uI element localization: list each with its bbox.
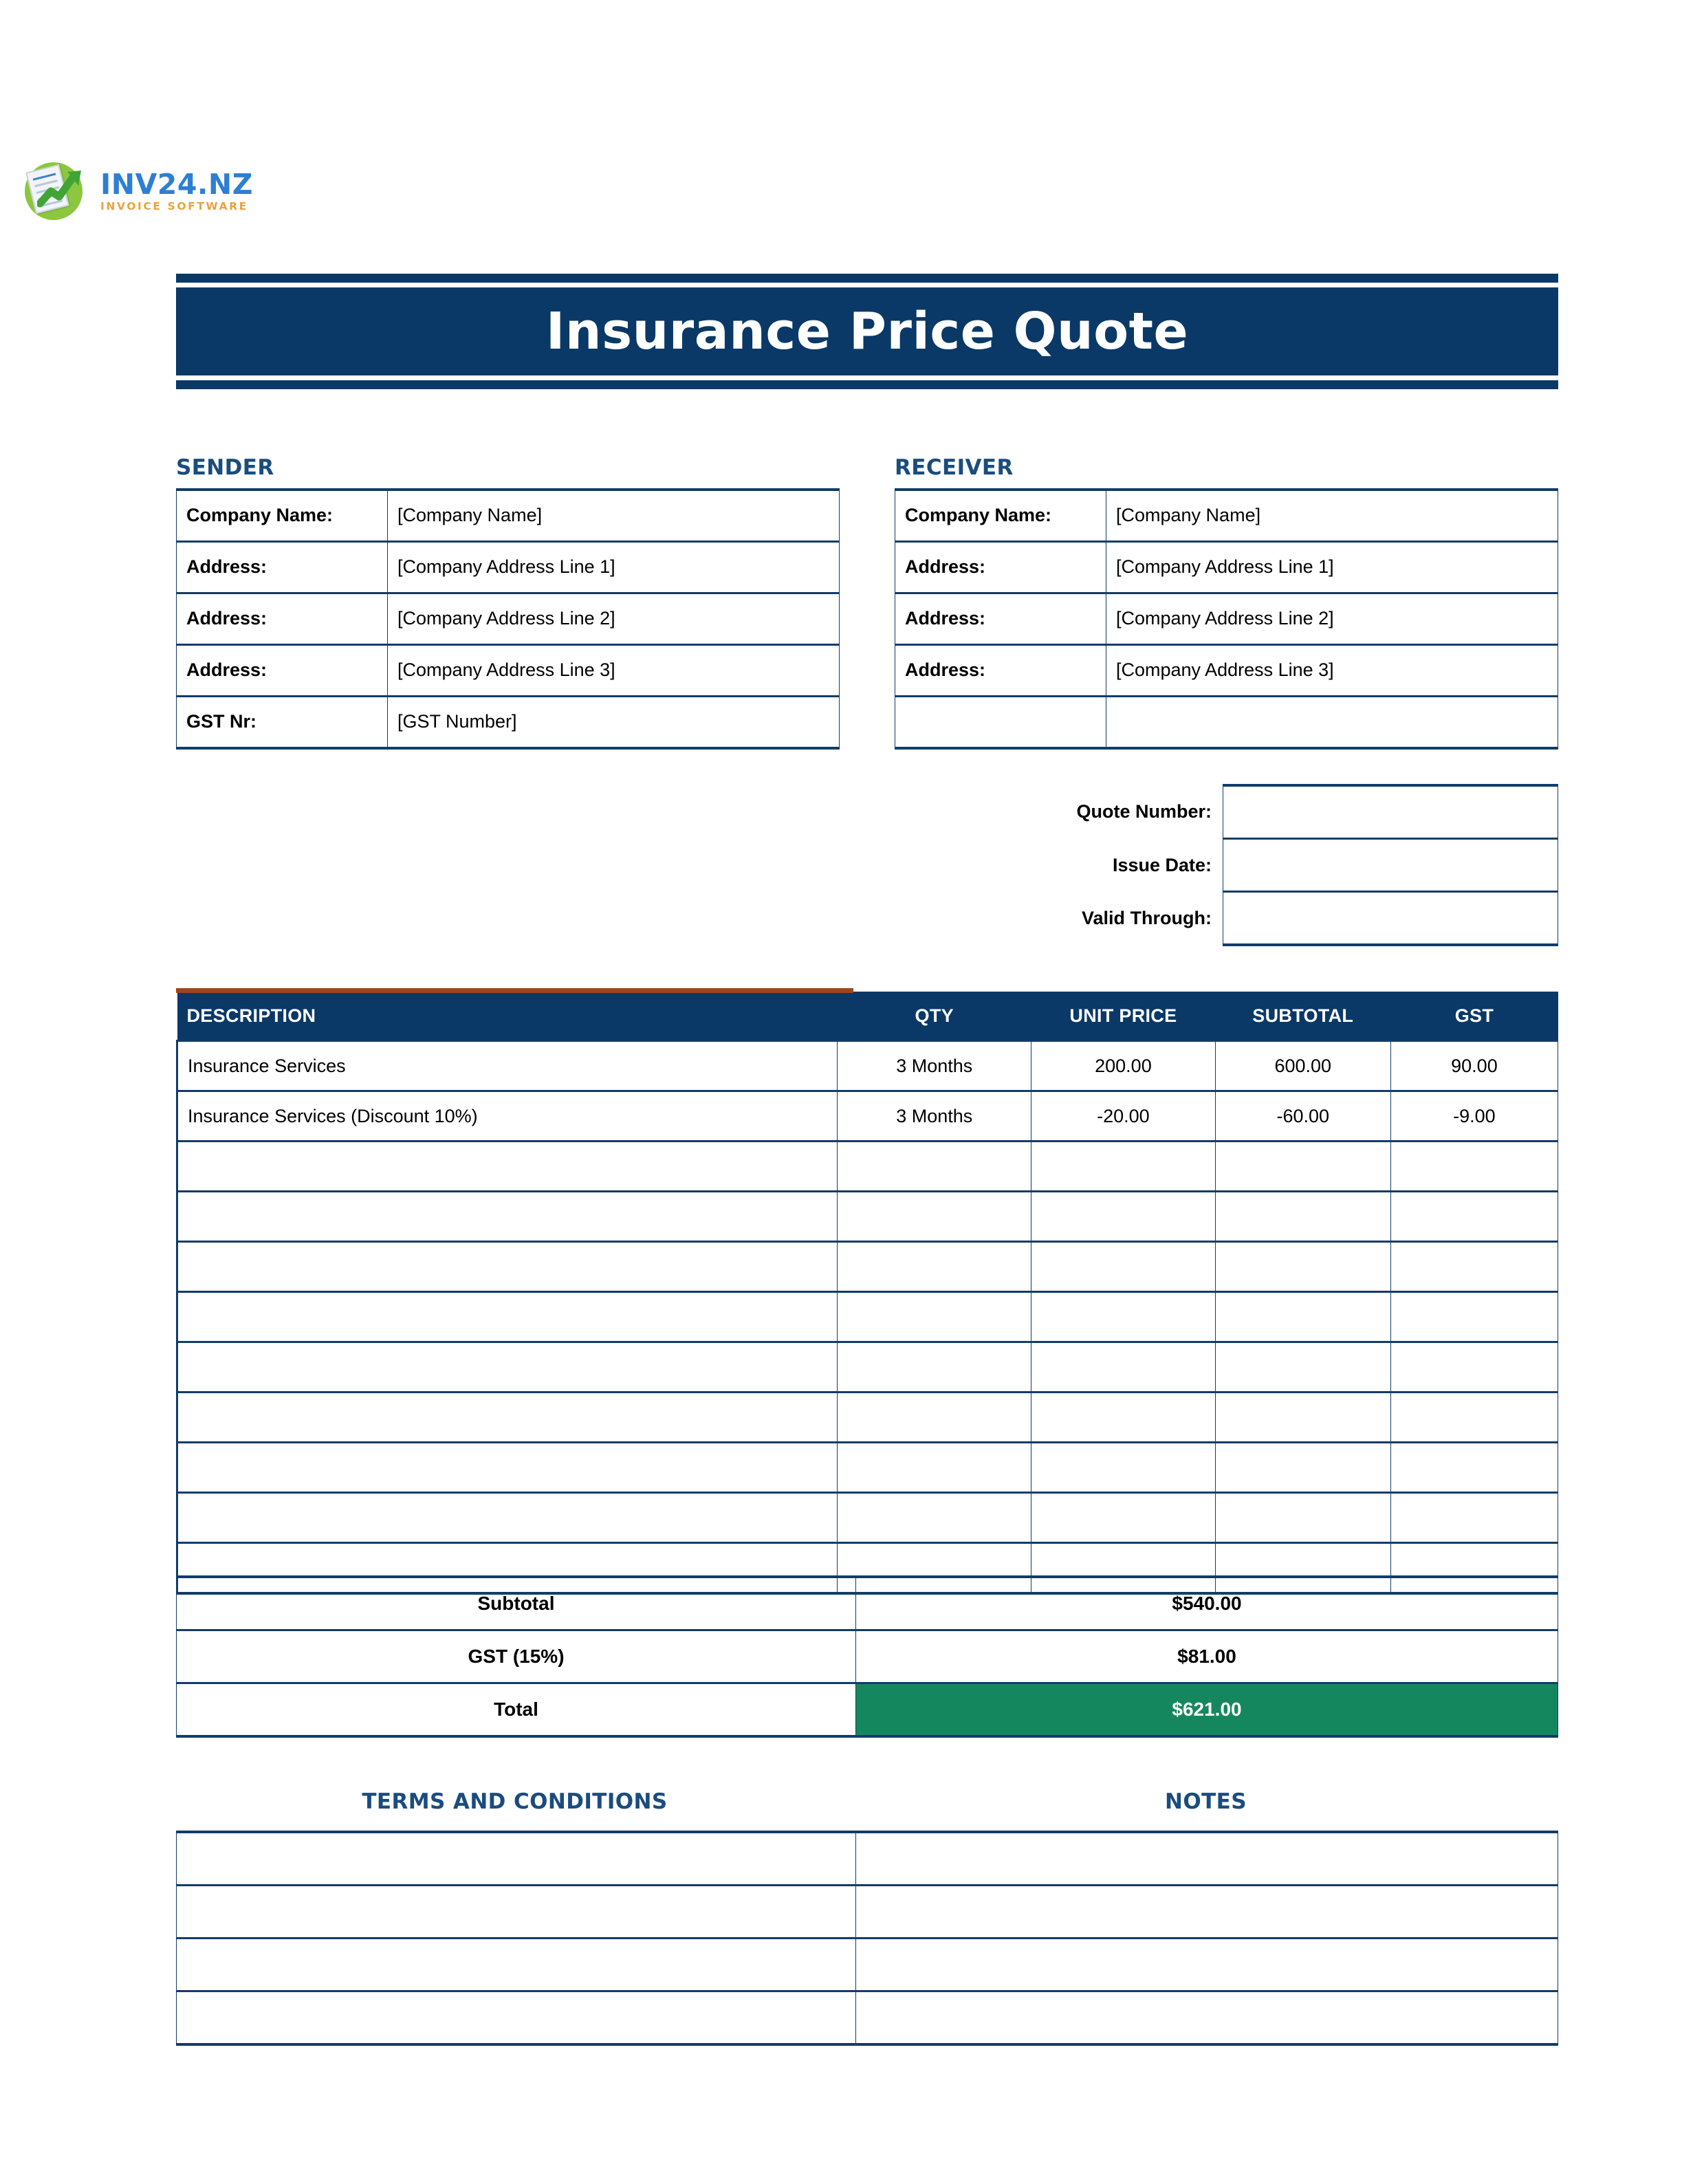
line-item-gst[interactable] bbox=[1390, 1493, 1558, 1543]
receiver-value-address-1[interactable]: [Company Address Line 1] bbox=[1106, 542, 1558, 593]
table-row bbox=[177, 645, 840, 697]
line-item-subtotal[interactable] bbox=[1215, 1242, 1390, 1292]
line-item-gst[interactable] bbox=[1390, 1393, 1558, 1443]
terms-notes-table bbox=[176, 1831, 1558, 2046]
line-item-subtotal[interactable] bbox=[1215, 1393, 1390, 1443]
items-accent-bar bbox=[176, 988, 853, 993]
table-row bbox=[895, 645, 1558, 697]
line-item-description[interactable] bbox=[177, 1443, 838, 1493]
line-item-gst[interactable]: 90.00 bbox=[1390, 1041, 1558, 1091]
quote-number-label: Quote Number: bbox=[1076, 801, 1212, 822]
table-row bbox=[177, 1493, 1558, 1543]
banner-rule-top bbox=[176, 274, 1558, 283]
line-item-unit-price[interactable] bbox=[1031, 1443, 1215, 1493]
line-item-subtotal[interactable] bbox=[1215, 1493, 1390, 1543]
line-item-description[interactable] bbox=[177, 1493, 838, 1543]
line-item-description[interactable] bbox=[177, 1242, 838, 1292]
line-item-description[interactable] bbox=[177, 1393, 838, 1443]
column-header-subtotal: SUBTOTAL bbox=[1215, 992, 1390, 1041]
notes-heading: NOTES bbox=[1165, 1789, 1247, 1814]
terms-cell[interactable] bbox=[177, 1991, 856, 2045]
table-row bbox=[177, 1091, 1558, 1142]
issue-date-label: Issue Date: bbox=[1112, 854, 1212, 875]
table-row bbox=[177, 1443, 1558, 1493]
sender-heading: SENDER bbox=[176, 455, 274, 480]
line-item-gst[interactable] bbox=[1390, 1142, 1558, 1192]
sender-label-address-2: Address: bbox=[177, 593, 388, 645]
subtotal-label: Subtotal bbox=[177, 1577, 856, 1630]
terms-heading: TERMS AND CONDITIONS bbox=[362, 1789, 668, 1814]
table-row bbox=[177, 1577, 1558, 1630]
table-row bbox=[895, 593, 1558, 645]
table-row bbox=[177, 1630, 1558, 1683]
banner-rule-bottom bbox=[176, 380, 1558, 389]
sender-label-company-name: Company Name: bbox=[177, 490, 388, 542]
column-header-description: DESCRIPTION bbox=[177, 992, 838, 1041]
column-header-qty: QTY bbox=[838, 992, 1031, 1041]
totals-table bbox=[176, 1575, 1558, 1738]
line-item-unit-price[interactable] bbox=[1031, 1393, 1215, 1443]
line-item-description[interactable]: Insurance Services bbox=[177, 1041, 838, 1091]
table-row bbox=[1022, 892, 1558, 946]
footer-headings bbox=[176, 1789, 1558, 1814]
parties-section bbox=[176, 455, 1558, 750]
line-items-section bbox=[176, 988, 1558, 1595]
quote-number-field[interactable] bbox=[1223, 785, 1558, 839]
logo-tagline: INVOICE SOFTWARE bbox=[100, 199, 248, 212]
line-item-unit-price[interactable] bbox=[1031, 1292, 1215, 1342]
receiver-label-address-2: Address: bbox=[895, 593, 1106, 645]
line-item-description[interactable] bbox=[177, 1192, 838, 1242]
column-header-unit-price: UNIT PRICE bbox=[1031, 992, 1215, 1041]
line-item-unit-price[interactable] bbox=[1031, 1192, 1215, 1242]
line-item-qty[interactable] bbox=[838, 1493, 1031, 1543]
table-row bbox=[177, 1939, 1558, 1991]
table-row bbox=[895, 697, 1558, 749]
table-row bbox=[177, 1393, 1558, 1443]
banner-gap-bottom bbox=[176, 375, 1558, 380]
valid-through-label: Valid Through: bbox=[1082, 907, 1212, 928]
line-item-gst[interactable] bbox=[1390, 1443, 1558, 1493]
sender-value-address-2[interactable]: [Company Address Line 2] bbox=[388, 593, 840, 645]
notes-cell[interactable] bbox=[856, 1991, 1558, 2045]
receiver-heading: RECEIVER bbox=[895, 455, 1014, 480]
sender-label-address-1: Address: bbox=[177, 542, 388, 593]
receiver-label-address-3: Address: bbox=[895, 645, 1106, 697]
line-item-gst[interactable] bbox=[1390, 1342, 1558, 1393]
line-item-unit-price[interactable]: -20.00 bbox=[1031, 1091, 1215, 1142]
line-item-description[interactable] bbox=[177, 1292, 838, 1342]
line-item-unit-price[interactable] bbox=[1031, 1342, 1215, 1393]
terms-cell[interactable] bbox=[177, 1886, 856, 1939]
line-item-qty[interactable] bbox=[838, 1393, 1031, 1443]
line-item-unit-price[interactable] bbox=[1031, 1142, 1215, 1192]
line-item-subtotal[interactable]: -60.00 bbox=[1215, 1091, 1390, 1142]
table-row bbox=[177, 1991, 1558, 2045]
table-row bbox=[1022, 839, 1558, 892]
column-header-gst: GST bbox=[1390, 992, 1558, 1041]
receiver-label-company-name: Company Name: bbox=[895, 490, 1106, 542]
receiver-value-company-name[interactable]: [Company Name] bbox=[1106, 490, 1558, 542]
banner-body bbox=[176, 287, 1558, 375]
sender-block bbox=[176, 455, 840, 750]
line-item-qty[interactable]: 3 Months bbox=[838, 1091, 1031, 1142]
line-item-unit-price[interactable] bbox=[1031, 1242, 1215, 1292]
table-row bbox=[177, 1242, 1558, 1292]
document-arrow-growth-icon bbox=[22, 157, 91, 226]
receiver-value-empty[interactable] bbox=[1106, 697, 1558, 749]
line-item-subtotal[interactable] bbox=[1215, 1142, 1390, 1192]
line-item-qty[interactable]: 3 Months bbox=[838, 1041, 1031, 1091]
receiver-table bbox=[895, 488, 1558, 750]
notes-cell[interactable] bbox=[856, 1832, 1558, 1886]
total-value: $621.00 bbox=[856, 1683, 1558, 1737]
line-item-gst[interactable] bbox=[1390, 1192, 1558, 1242]
line-items-table bbox=[176, 992, 1558, 1595]
brand-logo bbox=[22, 157, 253, 226]
gst-label: GST (15%) bbox=[177, 1630, 856, 1683]
table-row bbox=[177, 542, 840, 593]
line-item-description[interactable] bbox=[177, 1342, 838, 1393]
table-row bbox=[177, 1886, 1558, 1939]
line-item-qty[interactable] bbox=[838, 1342, 1031, 1393]
line-item-gst[interactable] bbox=[1390, 1292, 1558, 1342]
sender-label-address-3: Address: bbox=[177, 645, 388, 697]
receiver-value-address-3[interactable]: [Company Address Line 3] bbox=[1106, 645, 1558, 697]
receiver-label-empty bbox=[895, 697, 1106, 749]
line-item-subtotal[interactable]: 600.00 bbox=[1215, 1041, 1390, 1091]
gst-value: $81.00 bbox=[856, 1630, 1558, 1683]
table-row bbox=[177, 593, 840, 645]
sender-value-address-3[interactable]: [Company Address Line 3] bbox=[388, 645, 840, 697]
line-item-qty[interactable] bbox=[838, 1242, 1031, 1292]
line-item-subtotal[interactable] bbox=[1215, 1342, 1390, 1393]
table-row bbox=[177, 1041, 1558, 1091]
subtotal-value: $540.00 bbox=[856, 1577, 1558, 1630]
table-row bbox=[177, 1292, 1558, 1342]
quote-meta-table bbox=[1022, 784, 1558, 946]
document-title-banner bbox=[176, 274, 1558, 389]
table-row bbox=[177, 1683, 1558, 1737]
line-item-qty[interactable] bbox=[838, 1192, 1031, 1242]
line-item-qty[interactable] bbox=[838, 1292, 1031, 1342]
notes-cell[interactable] bbox=[856, 1886, 1558, 1939]
line-item-qty[interactable] bbox=[838, 1443, 1031, 1493]
quote-meta-section bbox=[1022, 784, 1558, 946]
totals-section bbox=[176, 1575, 1558, 1738]
table-row bbox=[177, 490, 840, 542]
footer-section bbox=[176, 1831, 1558, 2046]
receiver-block bbox=[895, 455, 1558, 750]
table-row bbox=[895, 542, 1558, 593]
table-row bbox=[177, 1832, 1558, 1886]
receiver-label-address-1: Address: bbox=[895, 542, 1106, 593]
table-row bbox=[1022, 785, 1558, 839]
line-item-qty[interactable] bbox=[838, 1142, 1031, 1192]
sender-label-gst-nr: GST Nr: bbox=[177, 697, 388, 749]
line-item-unit-price[interactable]: 200.00 bbox=[1031, 1041, 1215, 1091]
receiver-value-address-2[interactable]: [Company Address Line 2] bbox=[1106, 593, 1558, 645]
issue-date-field[interactable] bbox=[1223, 839, 1558, 892]
line-item-description[interactable]: Insurance Services (Discount 10%) bbox=[177, 1091, 838, 1142]
growth-arrow-icon bbox=[37, 166, 87, 209]
table-row bbox=[177, 1192, 1558, 1242]
logo-wordmark: INV24.NZ bbox=[100, 167, 253, 201]
total-label: Total bbox=[177, 1683, 856, 1737]
valid-through-field[interactable] bbox=[1223, 892, 1558, 946]
terms-cell[interactable] bbox=[177, 1939, 856, 1991]
table-row bbox=[177, 1142, 1558, 1192]
table-row bbox=[177, 697, 840, 749]
line-item-subtotal[interactable] bbox=[1215, 1292, 1390, 1342]
line-item-unit-price[interactable] bbox=[1031, 1493, 1215, 1543]
sender-value-gst-nr[interactable]: [GST Number] bbox=[388, 697, 840, 749]
line-items-header-row bbox=[177, 992, 1558, 1041]
terms-cell[interactable] bbox=[177, 1832, 856, 1886]
banner-gap-top bbox=[176, 283, 1558, 287]
table-row bbox=[177, 1342, 1558, 1393]
sender-value-address-1[interactable]: [Company Address Line 1] bbox=[388, 542, 840, 593]
line-item-description[interactable] bbox=[177, 1142, 838, 1192]
line-item-gst[interactable] bbox=[1390, 1242, 1558, 1292]
sender-table bbox=[176, 488, 840, 750]
line-item-gst[interactable]: -9.00 bbox=[1390, 1091, 1558, 1142]
line-item-subtotal[interactable] bbox=[1215, 1192, 1390, 1242]
page-title: Insurance Price Quote bbox=[545, 302, 1189, 361]
table-row bbox=[895, 490, 1558, 542]
sender-value-company-name[interactable]: [Company Name] bbox=[388, 490, 840, 542]
line-item-subtotal[interactable] bbox=[1215, 1443, 1390, 1493]
notes-cell[interactable] bbox=[856, 1939, 1558, 1991]
